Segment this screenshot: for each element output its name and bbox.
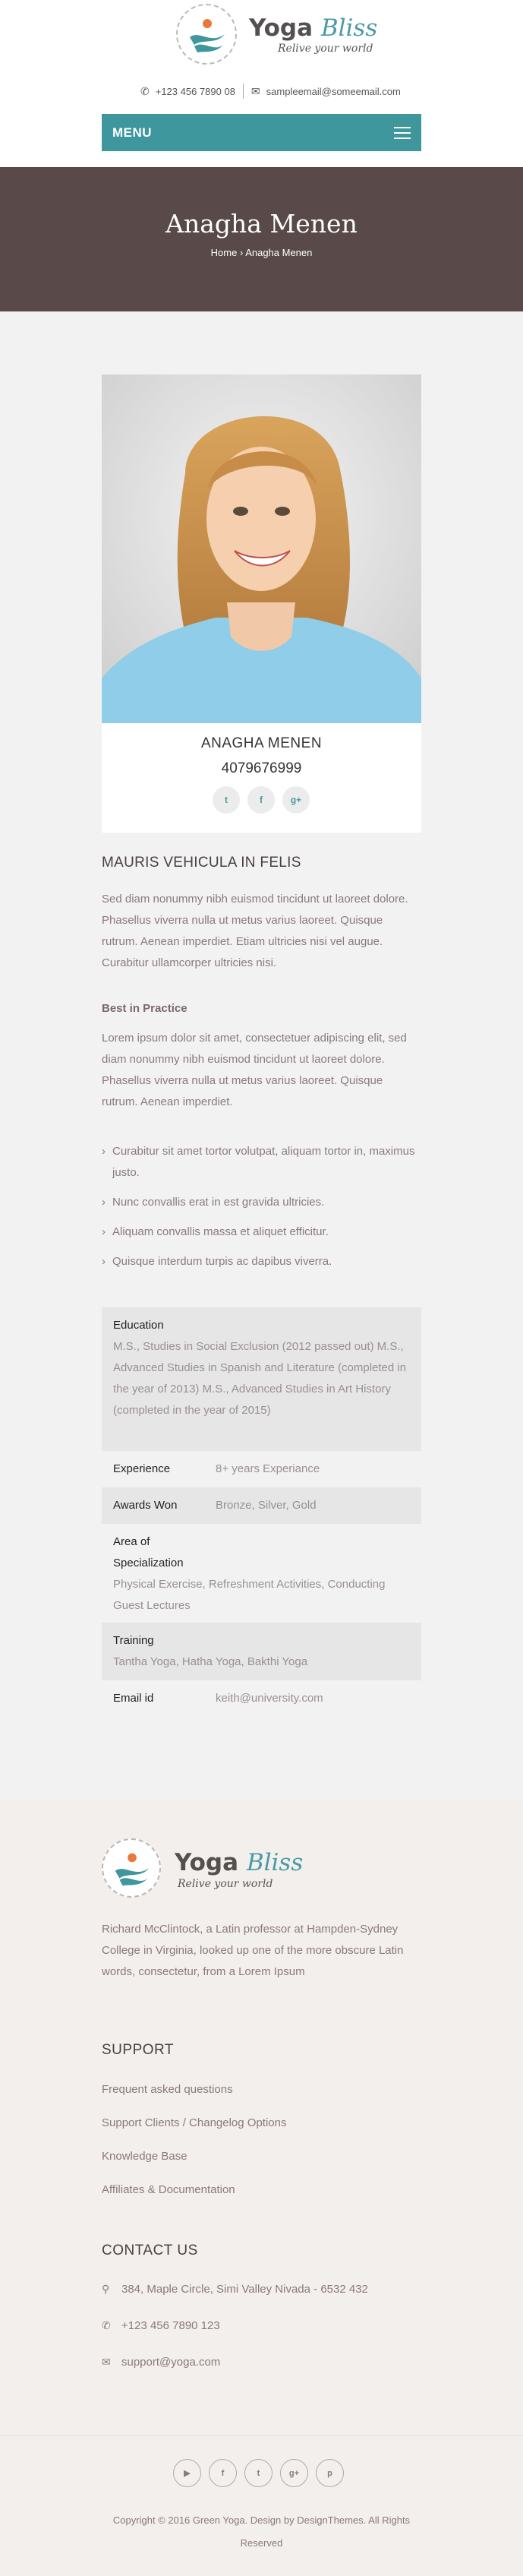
contact-address: ⚲ 384, Maple Circle, Simi Valley Nivada - 6532 432 (102, 2283, 368, 2296)
table-row (102, 1623, 421, 1680)
table-row (102, 1451, 421, 1487)
site-footer (0, 1799, 523, 2576)
footer-link[interactable]: Knowledge Base (102, 2150, 187, 2163)
footer-link[interactable]: Frequent asked questions (102, 2083, 233, 2096)
education-value: M.S., Studies in Social Exclusion (2012 passed out) M.S., Advanced Studies in Spanish and Literature (completed in the year of 2013) M.S., Advanced Studies in Art History (completed in the year of 2015) (113, 1340, 407, 1417)
support-heading: SUPPORT (102, 2042, 175, 2058)
email-label: Email id (113, 1692, 154, 1705)
menu-label: MENU (112, 125, 153, 140)
profile-social-links (213, 786, 310, 814)
support-links (102, 2083, 286, 2217)
profile-photo (102, 375, 421, 723)
header-contact-bar (140, 83, 401, 100)
experience-label: Experience (113, 1462, 171, 1475)
table-row (102, 1680, 421, 1717)
copyright-text: Copyright © 2016 Green Yoga. Design by DesignThemes. All Rights Reserved (112, 2514, 411, 2549)
contact-heading: CONTACT US (102, 2243, 198, 2258)
site-logo[interactable] (176, 4, 378, 69)
site-header (0, 0, 523, 167)
section-heading: MAURIS VEHICULA IN FELIS (102, 855, 301, 871)
divider (243, 84, 244, 99)
twitter-icon[interactable]: t (213, 786, 240, 814)
pinterest-icon[interactable]: p (316, 2459, 344, 2487)
education-label: Education (113, 1319, 164, 1332)
mail-icon: ✉ (102, 2356, 111, 2368)
training-label: Training (113, 1634, 154, 1647)
google-plus-icon[interactable]: g+ (280, 2459, 308, 2487)
specialization-label: Area of Specialization (113, 1535, 184, 1569)
phone-icon: ✆ (102, 2319, 111, 2331)
logo-emblem-icon (102, 1838, 161, 1898)
table-row (102, 1487, 421, 1524)
google-plus-icon[interactable]: g+ (282, 786, 310, 814)
hamburger-icon[interactable] (394, 127, 411, 139)
facebook-icon[interactable]: f (247, 786, 275, 814)
experience-value: 8+ years Experiance (216, 1462, 320, 1475)
profile-phone: 4079676999 (221, 760, 302, 776)
menu-bar[interactable] (102, 114, 421, 151)
footer-divider (0, 2435, 523, 2436)
twitter-icon[interactable]: t (244, 2459, 273, 2487)
breadcrumb (0, 247, 523, 258)
list-item: › Curabitur sit amet tortor volutpat, aliquam tortor in, maximus justo. (102, 1141, 421, 1184)
bullet-list (102, 1141, 421, 1281)
mail-icon: ✉ (250, 84, 260, 97)
list-item: › Quisque interdum turpis ac dapibus viverra. (102, 1251, 421, 1272)
specialization-value: Physical Exercise, Refreshment Activities, Conducting Guest Lectures (113, 1578, 386, 1612)
sub-heading: Best in Practice (102, 1002, 187, 1015)
contact-phone[interactable]: ✆ +123 456 7890 123 (102, 2319, 220, 2332)
logo-wordmark: Yoga Bliss (175, 1849, 304, 1876)
intro-paragraph: Sed diam nonummy nibh euismod tincidunt ut laoreet dolore. Phasellus viverra nulla ut metus varius laoreet. Quisque rutrum. Aenean imperdiet. Etiam ultricies nisi vel augue. Curabitur ullamcorper ultricies nisi. (102, 893, 408, 969)
list-item: › Nunc convallis erat in est gravida ultricies. (102, 1192, 421, 1213)
table-row (102, 1524, 421, 1623)
body-paragraph: Lorem ipsum dolor sit amet, consectetuer adipiscing elit, sed diam nonummy nibh euismod tincidunt ut laoreet dolore. Phasellus viverra nulla ut metus varius laoreet. Quisque rutrum. Aenean imperdiet. (102, 1032, 407, 1108)
header-phone[interactable]: +123 456 7890 08 (155, 85, 235, 97)
email-value[interactable]: keith@university.com (216, 1692, 323, 1705)
training-value: Tantha Yoga, Hatha Yoga, Bakthi Yoga (113, 1655, 308, 1668)
logo-wordmark: Yoga Bliss (249, 14, 378, 42)
breadcrumb-current: Anagha Menen (245, 247, 313, 258)
table-row (102, 1307, 421, 1451)
footer-social-links (173, 2459, 344, 2487)
breadcrumb-home[interactable]: Home (210, 247, 238, 258)
awards-value: Bronze, Silver, Gold (216, 1499, 317, 1512)
footer-description: Richard McClintock, a Latin professor at Hampden-Sydney College in Virginia, looked up one of the more obscure Latin words, consectetur, from a Lorem Ipsum (102, 1923, 404, 1978)
logo-emblem-icon (176, 4, 237, 65)
contact-email[interactable]: ✉ support@yoga.com (102, 2356, 221, 2369)
location-pin-icon: ⚲ (102, 2283, 110, 2295)
logo-tagline: Relive your world (178, 1878, 273, 1890)
footer-link[interactable]: Affiliates & Documentation (102, 2183, 235, 2196)
phone-icon: ✆ (140, 84, 150, 97)
torn-edge-divider (0, 287, 523, 314)
breadcrumb-separator: › (239, 247, 244, 258)
facebook-icon[interactable]: f (209, 2459, 237, 2487)
youtube-icon[interactable]: ▶ (173, 2459, 201, 2487)
list-item: › Aliquam convallis massa et aliquet efficitur. (102, 1222, 421, 1243)
header-email[interactable]: sampleemail@someemail.com (266, 85, 401, 97)
footer-link[interactable]: Support Clients / Changelog Options (102, 2116, 287, 2129)
footer-logo[interactable] (102, 1838, 304, 1904)
awards-label: Awards Won (113, 1499, 178, 1512)
contact-list (102, 2283, 368, 2392)
page-title: Anagha Menen (165, 209, 358, 239)
profile-name: ANAGHA MENEN (200, 735, 323, 751)
logo-tagline: Relive your world (278, 43, 373, 55)
profile-card (102, 723, 421, 833)
